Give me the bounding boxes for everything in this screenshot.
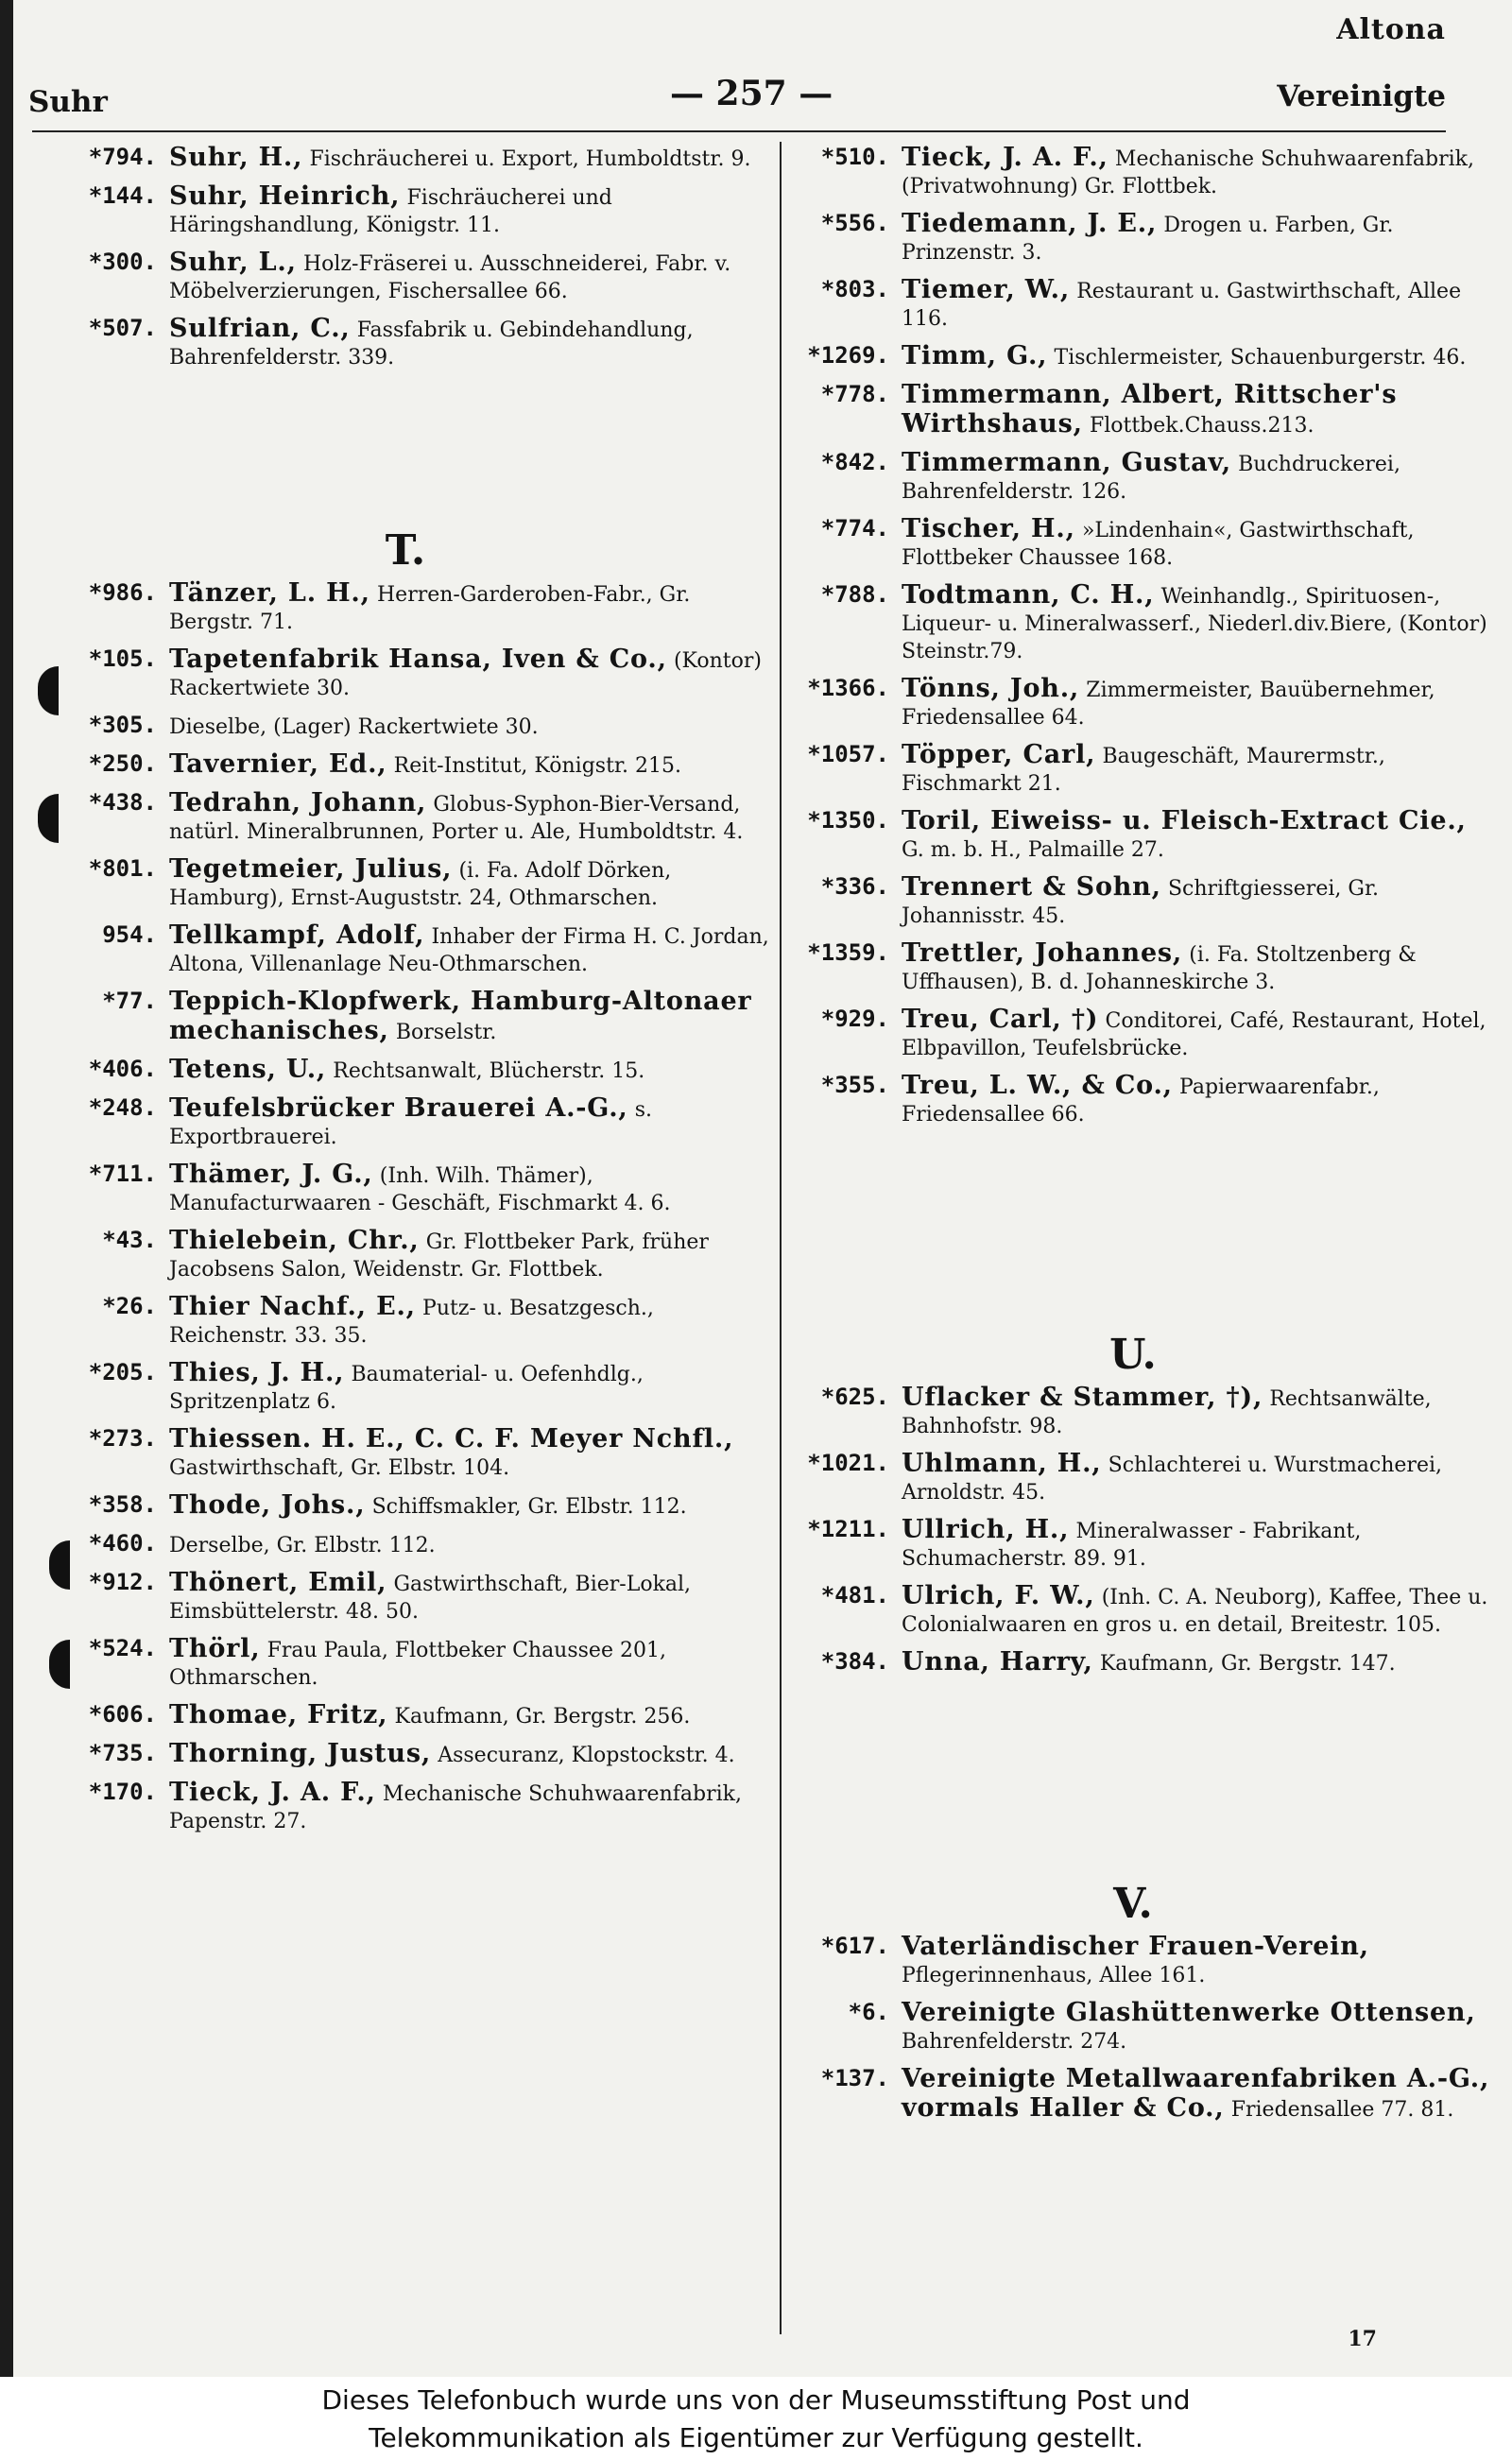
entry-details: Holz-Fräserei u. Ausschneiderei, Fabr. v. Möbelverzierungen, Fischersallee 66. (169, 252, 731, 303)
entry-details: Kaufmann, Gr. Bergstr. 147. (1099, 1652, 1396, 1676)
entry-details: Herren-Garderoben-Fabr., Gr. Bergstr. 71. (169, 583, 691, 634)
phone-number: *803. (820, 276, 889, 302)
entry-details: Drogen u. Farben, Gr. Prinzenstr. 3. (902, 214, 1394, 265)
phone-number: *406. (88, 1056, 157, 1082)
entry-body (169, 988, 769, 1046)
entry-details: (Inh. Wilh. Thämer), Manufacturwaaren - Geschäft, Fischmarkt 4. 6. (169, 1164, 671, 1215)
entry-name: Ullrich, H., (902, 1515, 1070, 1544)
entry-details: Fischräucherei u. Export, Humboldtstr. 9. (309, 147, 751, 171)
entry-body (902, 515, 1492, 572)
entry-name: Unna, Harry, (902, 1647, 1093, 1677)
entry-details: Mechanische Schuhwaarenfabrik, (Privatwohnung) Gr. Flottbek. (902, 147, 1474, 198)
entry-details: G. m. b. H., Palmaille 27. (902, 838, 1164, 862)
entry-details: Flottbek.Chauss.213. (1089, 414, 1314, 438)
entry-name: Uhlmann, H., (902, 1449, 1102, 1478)
header-city: Altona (1336, 13, 1446, 46)
directory-entry (42, 712, 769, 741)
entry-name: Thönert, Emil, (169, 1568, 387, 1597)
entry-body (169, 144, 769, 173)
phone-number: *912. (88, 1569, 157, 1595)
entry-name: Tedrahn, Johann, (169, 788, 427, 817)
phone-number: *986. (88, 579, 157, 606)
entry-name: Sulfrian, C., (169, 314, 351, 343)
entry-body (902, 1582, 1492, 1639)
entry-details: Weinhandlg., Spirituosen-, Liqueur- u. Mineralwasserf., Niederl.div.Biere, (Kontor) Steinstr.79. (902, 585, 1487, 663)
entry-details: Baugeschäft, Maurermstr., Fischmarkt 21. (902, 745, 1385, 796)
entry-name: Thörl, (169, 1634, 261, 1663)
entry-details: Gastwirthschaft, Bier-Lokal, Eimsbüttelerstr. 48. 50. (169, 1573, 692, 1624)
entry-name: Vereinigte Glashüttenwerke Ottensen, (902, 1998, 1476, 2027)
entry-name: Timm, G., (902, 341, 1048, 370)
entry-body (902, 1516, 1492, 1573)
directory-entry (774, 449, 1492, 506)
entry-details: Zimmermeister, Bauübernehmer, Friedensallee 64. (902, 679, 1435, 730)
entry-details: Mineralwasser - Fabrikant, Schumacherstr. 89. 91. (902, 1520, 1362, 1571)
entry-body (169, 1740, 769, 1769)
entry-name: Teufelsbrücker Brauerei A.-G., (169, 1093, 628, 1123)
entry-name: Suhr, H., (169, 143, 303, 172)
directory-entry (774, 1384, 1492, 1440)
directory-entry (774, 144, 1492, 200)
phone-number: *26. (102, 1293, 157, 1319)
phone-number: *606. (88, 1701, 157, 1728)
entry-name: Thiessen. H. E., C. C. F. Meyer Nchfl., (169, 1424, 734, 1454)
phone-number: *481. (820, 1582, 889, 1608)
entry-body (169, 1094, 769, 1151)
entry-details: Schiffsmakler, Gr. Elbstr. 112. (371, 1495, 687, 1519)
phone-number: *248. (88, 1094, 157, 1121)
entry-name: Thomae, Fritz, (169, 1700, 388, 1729)
entry-body (169, 645, 769, 702)
phone-number: *205. (88, 1359, 157, 1385)
directory-entry (774, 276, 1492, 333)
phone-number: *144. (88, 182, 157, 209)
entry-details: Derselbe, Gr. Elbstr. 112. (169, 1534, 436, 1557)
directory-entry (774, 1933, 1492, 1989)
phone-number: *1021. (807, 1450, 889, 1476)
entry-name: Tellkampf, Adolf, (169, 920, 425, 950)
entry-details: Rechtsanwalt, Blücherstr. 15. (333, 1059, 645, 1083)
phone-number: *801. (88, 855, 157, 882)
phone-number: *460. (88, 1530, 157, 1557)
entry-name: Timmermann, Albert, Rittscher's Wirthshaus, (902, 380, 1398, 439)
directory-entry (42, 1740, 769, 1769)
directory-entry (774, 1582, 1492, 1639)
entry-details: Gr. Flottbeker Park, früher Jacobsens Salon, Weidenstr. Gr. Flottbek. (169, 1230, 709, 1282)
entry-name: Tegetmeier, Julius, (169, 854, 453, 884)
entry-name: Toril, Eiweiss- u. Fleisch-Extract Cie., (902, 806, 1467, 835)
header-left-keyword: Suhr (28, 85, 108, 119)
entry-details: (Inh. C. A. Neuborg), Kaffee, Thee u. Colonialwaaren en gros u. en detail, Breitestr. 105. (902, 1586, 1488, 1637)
entry-details: Papierwaarenfabr., Friedensallee 66. (902, 1075, 1380, 1127)
entry-body (902, 342, 1492, 371)
entry-body (169, 1569, 769, 1626)
directory-entry (42, 988, 769, 1046)
directory-entry (774, 342, 1492, 371)
phone-number: *510. (820, 144, 889, 170)
phone-number: *336. (820, 873, 889, 900)
entry-body (169, 921, 769, 978)
entry-body (902, 210, 1492, 267)
entry-name: Thorning, Justus, (169, 1739, 432, 1768)
entry-details: Pflegerinnenhaus, Allee 161. (902, 1964, 1206, 1987)
entry-body (902, 873, 1492, 930)
entry-body (169, 1293, 769, 1350)
entry-details: Mechanische Schuhwaarenfabrik, Papenstr. 27. (169, 1782, 742, 1833)
entry-details: Globus-Syphon-Bier-Versand, natürl. Mineralbrunnen, Porter u. Ale, Humboldtstr. 4. (169, 793, 744, 844)
entry-body (902, 581, 1492, 665)
directory-entry (42, 1635, 769, 1692)
entry-body (169, 1779, 769, 1835)
directory-entry (42, 144, 769, 173)
phone-number: *273. (88, 1425, 157, 1452)
phone-number: *1211. (807, 1516, 889, 1542)
directory-entry (42, 1293, 769, 1350)
entry-body (902, 1072, 1492, 1128)
entry-name: Thode, Johs., (169, 1490, 366, 1520)
entry-details: Baumaterial- u. Oefenhdlg., Spritzenplatz 6. (169, 1363, 644, 1414)
phone-number: *524. (88, 1635, 157, 1661)
phone-number: *735. (88, 1740, 157, 1766)
entry-name: Tetens, U., (169, 1055, 327, 1084)
entry-details: Kaufmann, Gr. Bergstr. 256. (394, 1705, 691, 1729)
entry-body (902, 449, 1492, 506)
entry-details: Frau Paula, Flottbeker Chaussee 201, Othmarschen. (169, 1639, 666, 1690)
entry-body (902, 807, 1492, 864)
directory-entry (42, 921, 769, 978)
entry-body (169, 1359, 769, 1416)
entry-name: Tieck, J. A. F., (902, 143, 1108, 172)
entry-body (169, 712, 769, 741)
entry-body (169, 1227, 769, 1283)
directory-entry (774, 1006, 1492, 1062)
entry-name: Vaterländischer Frauen-Verein, (902, 1932, 1369, 1961)
entry-details: Schriftgiesserei, Gr. Johannisstr. 45. (902, 877, 1380, 928)
entry-details: »Lindenhain«, Gastwirthschaft, Flottbeker Chaussee 168. (902, 519, 1415, 570)
directory-entry (42, 249, 769, 305)
entry-body (902, 1006, 1492, 1062)
entry-name: Timmermann, Gustav, (902, 448, 1231, 477)
entry-body (169, 1056, 769, 1085)
directory-entry (774, 1450, 1492, 1506)
header-right-keyword: Vereinigte (1277, 79, 1446, 113)
phone-number: *305. (88, 712, 157, 738)
phone-number: *300. (88, 249, 157, 275)
entry-body (169, 855, 769, 912)
directory-entry (774, 1072, 1492, 1128)
directory-entry (42, 1161, 769, 1217)
entry-body (902, 1648, 1492, 1677)
phone-number: *794. (88, 144, 157, 170)
directory-entry (774, 675, 1492, 731)
entry-name: Teppich-Klopfwerk, Hamburg-Altonaer mechanisches, (169, 987, 752, 1045)
phone-number: *929. (820, 1006, 889, 1032)
phone-number: *1057. (807, 741, 889, 767)
phone-number: *778. (820, 381, 889, 407)
entry-name: Suhr, L., (169, 248, 297, 277)
entry-body (169, 789, 769, 846)
directory-entry (42, 750, 769, 780)
directory-entry (774, 939, 1492, 996)
entry-details: (Kontor) Rackertwiete 30. (169, 649, 762, 700)
entry-name: Todtmann, C. H., (902, 580, 1155, 610)
entry-details: Bahrenfelderstr. 274. (902, 2030, 1127, 2054)
directory-entry (42, 1569, 769, 1626)
entry-body (169, 1491, 769, 1521)
phone-number: *788. (820, 581, 889, 608)
entry-name: Treu, Carl, †) (902, 1005, 1099, 1034)
entry-details: Borselstr. (395, 1021, 497, 1044)
phone-number: *384. (820, 1648, 889, 1675)
directory-entry (42, 1425, 769, 1482)
entry-body (902, 1384, 1492, 1440)
section-letter: V. (1113, 1880, 1153, 1928)
entry-name: Thies, J. H., (169, 1358, 345, 1387)
entry-name: Töpper, Carl, (902, 740, 1096, 769)
entry-details: Putz- u. Besatzgesch., Reichenstr. 33. 35. (169, 1297, 654, 1348)
entry-details: Rechtsanwälte, Bahnhofstr. 98. (902, 1387, 1432, 1438)
entry-body (902, 1999, 1492, 2056)
entry-body (902, 2065, 1492, 2124)
entry-body (169, 182, 769, 239)
phone-number: *6. (848, 1999, 889, 2025)
entry-details: Assecuranz, Klopstockstr. 4. (438, 1744, 735, 1767)
directory-entry (42, 855, 769, 912)
entry-name: Tieck, J. A. F., (169, 1778, 376, 1807)
directory-entry (774, 873, 1492, 930)
entry-body (902, 276, 1492, 333)
directory-entry (42, 1701, 769, 1730)
entry-body (169, 315, 769, 371)
phone-number: *711. (88, 1161, 157, 1187)
ownership-footer (0, 2377, 1512, 2460)
directory-entry (774, 807, 1492, 864)
entry-name: Trettler, Johannes, (902, 938, 1183, 968)
directory-entry (42, 1779, 769, 1835)
entry-name: Uflacker & Stammer, †), (902, 1383, 1263, 1412)
directory-entry (42, 182, 769, 239)
entry-body (902, 675, 1492, 731)
entry-name: Ulrich, F. W., (902, 1581, 1095, 1610)
entry-body (169, 249, 769, 305)
entry-body (169, 1425, 769, 1482)
footer-line-1: Dieses Telefonbuch wurde uns von der Museumsstiftung Post und (321, 2384, 1191, 2416)
entry-name: Thier Nachf., E., (169, 1292, 416, 1321)
directory-entry (774, 515, 1492, 572)
phone-number: 954. (102, 921, 157, 948)
entry-name: Trennert & Sohn, (902, 872, 1161, 902)
entry-details: Gastwirthschaft, Gr. Elbstr. 104. (169, 1456, 510, 1480)
directory-entry (42, 579, 769, 636)
phone-number: *137. (820, 2065, 889, 2091)
entry-body (169, 750, 769, 780)
entry-name: Tänzer, L. H., (169, 578, 370, 608)
entry-name: Tiedemann, J. E., (902, 209, 1158, 238)
section-letter: T. (385, 526, 426, 575)
directory-entry (774, 1648, 1492, 1677)
directory-entry (774, 1999, 1492, 2056)
phone-number: *105. (88, 645, 157, 672)
right-column (774, 144, 1492, 2133)
phone-number: *774. (820, 515, 889, 542)
phone-number: *1269. (807, 342, 889, 369)
phone-number: *842. (820, 449, 889, 475)
entry-body (902, 939, 1492, 996)
phone-number: *556. (820, 210, 889, 236)
directory-entry (42, 1491, 769, 1521)
entry-details: (i. Fa. Adolf Dörken, Hamburg), Ernst-Auguststr. 24, Othmarschen. (169, 859, 672, 910)
phone-number: *250. (88, 750, 157, 777)
entry-name: Treu, L. W., & Co., (902, 1071, 1173, 1100)
directory-entry (774, 581, 1492, 665)
directory-entry (774, 1516, 1492, 1573)
entry-body (169, 579, 769, 636)
directory-entry (42, 645, 769, 702)
entry-body (902, 381, 1492, 439)
entry-body (902, 1933, 1492, 1989)
page-number: — 257 — (670, 74, 833, 113)
directory-entry (774, 381, 1492, 439)
entry-name: Tavernier, Ed., (169, 749, 387, 779)
entry-body (902, 741, 1492, 798)
entry-body (902, 144, 1492, 200)
directory-entry (774, 210, 1492, 267)
directory-entry (42, 789, 769, 846)
phone-number: *438. (88, 789, 157, 816)
entry-details: (i. Fa. Stoltzenberg & Uffhausen), B. d. Johanneskirche 3. (902, 943, 1417, 994)
directory-entry (774, 2065, 1492, 2124)
page-footnote-number: 17 (1348, 2327, 1377, 2351)
directory-entry (42, 1094, 769, 1151)
directory-entry (42, 1056, 769, 1085)
entry-details: Tischlermeister, Schauenburgerstr. 46. (1054, 346, 1467, 370)
phone-number: *355. (820, 1072, 889, 1098)
entry-body (902, 1450, 1492, 1506)
entry-details: Friedensallee 77. 81. (1230, 2098, 1454, 2122)
footer-line-2: Telekommunikation als Eigentümer zur Verfügung gestellt. (369, 2422, 1143, 2453)
entry-name: Tiemer, W., (902, 275, 1071, 304)
entry-name: Tönns, Joh., (902, 674, 1080, 703)
entry-details: Inhaber der Firma H. C. Jordan, Altona, Villenanlage Neu-Othmarschen. (169, 925, 769, 976)
entry-details: s. Exportbrauerei. (169, 1098, 653, 1149)
entry-details: Fischräucherei und Häringshandlung, Königstr. 11. (169, 186, 612, 237)
entry-body (169, 1530, 769, 1559)
entry-name: Thämer, J. G., (169, 1160, 373, 1189)
directory-entry (774, 741, 1492, 798)
entry-name: Thielebein, Chr., (169, 1226, 420, 1255)
phone-number: *617. (820, 1933, 889, 1959)
entry-name: Vereinigte Metallwaarenfabriken A.-G., vormals Haller & Co., (902, 2064, 1490, 2123)
entry-details: Schlachterei u. Wurstmacherei, Arnoldstr. 45. (902, 1454, 1442, 1505)
directory-entry (42, 1359, 769, 1416)
entry-body (169, 1635, 769, 1692)
entry-name: Suhr, Heinrich, (169, 181, 401, 211)
directory-entry (42, 1530, 769, 1559)
section-letter: U. (1109, 1331, 1157, 1379)
entry-details: Reit-Institut, Königstr. 215. (393, 754, 681, 778)
entry-details: Fassfabrik u. Gebindehandlung, Bahrenfelderstr. 339. (169, 318, 694, 370)
phone-number: *1359. (807, 939, 889, 966)
phone-number: *77. (102, 988, 157, 1014)
left-column (42, 144, 769, 1845)
phone-number: *625. (820, 1384, 889, 1410)
phone-number: *358. (88, 1491, 157, 1518)
phone-number: *1366. (807, 675, 889, 701)
entry-body (169, 1701, 769, 1730)
entry-name: Tapetenfabrik Hansa, Iven & Co., (169, 645, 667, 674)
phone-number: *507. (88, 315, 157, 341)
entry-name: Tischer, H., (902, 514, 1075, 543)
entry-details: Conditorei, Café, Restaurant, Hotel, Elbpavillon, Teufelsbrücke. (902, 1009, 1486, 1060)
entry-details: Restaurant u. Gastwirthschaft, Allee 116. (902, 280, 1462, 331)
phone-number: *170. (88, 1779, 157, 1805)
phone-number: *1350. (807, 807, 889, 834)
phone-number: *43. (102, 1227, 157, 1253)
directory-entry (42, 315, 769, 371)
entry-details: Dieselbe, (Lager) Rackertwiete 30. (169, 715, 539, 739)
directory-entry (42, 1227, 769, 1283)
header-rule (32, 130, 1446, 132)
entry-details: Buchdruckerei, Bahrenfelderstr. 126. (902, 453, 1400, 504)
entry-body (169, 1161, 769, 1217)
